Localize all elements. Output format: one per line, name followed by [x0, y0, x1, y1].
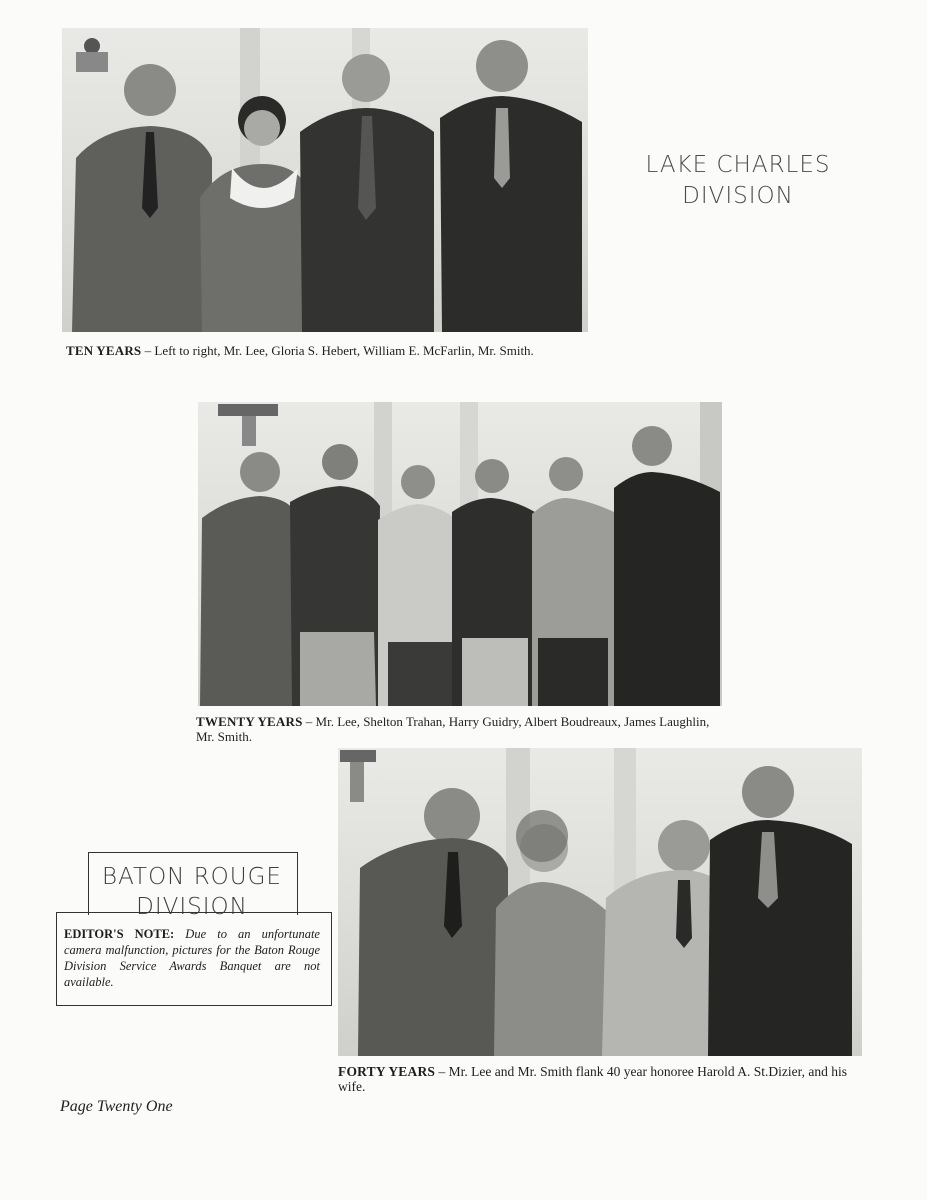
forty-years-caption-label: FORTY YEARS [338, 1064, 436, 1079]
twenty-years-caption [196, 714, 726, 744]
ten-years-photo [62, 28, 588, 332]
twenty-years-caption-text: – Mr. Lee, Shelton Trahan, Harry Guidry, Albert Boudreaux, James Laughlin, Mr. Smith. [196, 714, 710, 744]
forty-years-caption [338, 1064, 876, 1094]
twenty-years-caption-label: TWENTY YEARS [196, 714, 303, 729]
baton-rouge-title-line1: BATON ROUGE [102, 864, 282, 890]
editors-note-label: EDITOR'S NOTE: [64, 927, 175, 941]
ten-years-caption-label: TEN YEARS [66, 343, 142, 358]
lake-charles-title-line2: DIVISION [682, 183, 794, 209]
editors-note [64, 926, 320, 990]
ten-years-caption [66, 343, 596, 358]
lake-charles-division-title [628, 150, 848, 212]
baton-rouge-title-line2: DIVISION [136, 894, 248, 920]
twenty-years-photo [198, 402, 722, 706]
forty-years-caption-text: – Mr. Lee and Mr. Smith flank 40 year honoree Harold A. St.Dizier, and his wife. [338, 1064, 847, 1094]
lake-charles-title-line1: LAKE CHARLES [645, 152, 831, 178]
forty-years-photo [338, 748, 862, 1056]
editors-note-text: Due to an unfortunate camera malfunction, pictures for the Baton Rouge Division Service Awards Banquet are not available. [64, 927, 320, 989]
page-number: Page Twenty One [60, 1098, 173, 1115]
ten-years-caption-text: – Left to right, Mr. Lee, Gloria S. Hebert, William E. McFarlin, Mr. Smith. [141, 343, 534, 358]
